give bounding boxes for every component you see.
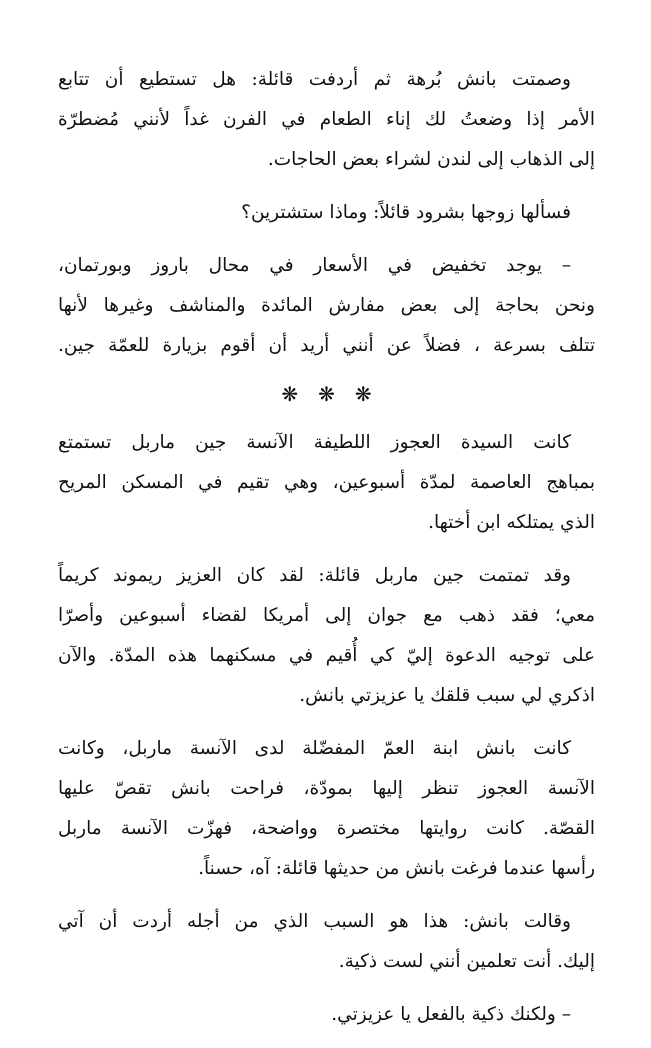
text-line: وقالت بانش: هذا هو السبب الذي من أجله أردت أن آتي <box>58 911 571 932</box>
asterism-icon: ❋ <box>354 382 392 406</box>
text-line: فسألها زوجها بشرود قائلاً: وماذا ستشترين؟ <box>241 202 571 223</box>
text-line: كانت السيدة العجوز اللطيفة الآنسة جين ماربل تستمتع <box>58 432 571 453</box>
paragraph <box>58 556 595 716</box>
section-separator <box>58 379 595 409</box>
paragraph <box>58 246 595 366</box>
text-line: رأسها عندما فرغت بانش من حديثها قائلة: آه، حسناً. <box>198 858 595 879</box>
text-line: الذي يمتلكه ابن أختها. <box>428 512 595 533</box>
paragraph <box>58 423 595 543</box>
asterism-icon: ❋ <box>318 382 355 406</box>
paragraph <box>58 193 595 233</box>
text-line: إليك. أنت تعلمين أنني لست ذكية. <box>338 951 595 972</box>
text-line: تتلف بسرعة ، فضلاً عن أنني أريد أن أقوم بزيارة للعمّة جين. <box>58 335 595 356</box>
asterism-icon: ❋ <box>281 382 319 406</box>
text-line: القصّة. كانت روايتها مختصرة وواضحة، فهزّت الآنسة ماربل <box>58 818 595 839</box>
paragraph <box>58 60 595 180</box>
text-line: اذكري لي سبب قلقك يا عزيزتي بانش. <box>299 685 595 706</box>
text-line: الآنسة العجوز تنظر إليها بمودّة، فراحت بانش تقصّ عليها <box>58 778 595 799</box>
text-line: – يوجد تخفيض في الأسعار في محال باروز وبورتمان، <box>58 255 571 276</box>
paragraph <box>58 995 595 1035</box>
text-line: بمباهج العاصمة لمدّة أسبوعين، وهي تقيم في المسكن المريح <box>58 472 595 493</box>
paragraph <box>58 902 595 982</box>
text-line: ونحن بحاجة إلى بعض مفارش المائدة والمناشف وغيرها لأنها <box>58 295 595 316</box>
text-line: وصمتت بانش بُرهة ثم أردفت قائلة: هل تستطيع أن تتابع <box>58 69 571 90</box>
text-line: إلى الذهاب إلى لندن لشراء بعض الحاجات. <box>267 149 595 170</box>
text-line: معي؛ فقد ذهب مع جوان إلى أمريكا لقضاء أسبوعين وأصرّا <box>58 605 595 626</box>
book-page <box>58 60 595 1048</box>
text-line: على توجيه الدعوة إليّ كي أُقيم في مسكنهما هذه المدّة. والآن <box>58 645 595 666</box>
text-line: كانت بانش ابنة العمّ المفضّلة لدى الآنسة ماربل، وكانت <box>58 738 571 759</box>
text-line: وقد تمتمت جين ماربل قائلة: لقد كان العزيز ريموند كريماً <box>58 565 571 586</box>
paragraph <box>58 729 595 889</box>
text-line: – ولكنك ذكية بالفعل يا عزيزتي. <box>331 1004 571 1025</box>
text-line: الأمر إذا وضعتُ لك إناء الطعام في الفرن غداً لأنني مُضطرّة <box>58 109 595 130</box>
